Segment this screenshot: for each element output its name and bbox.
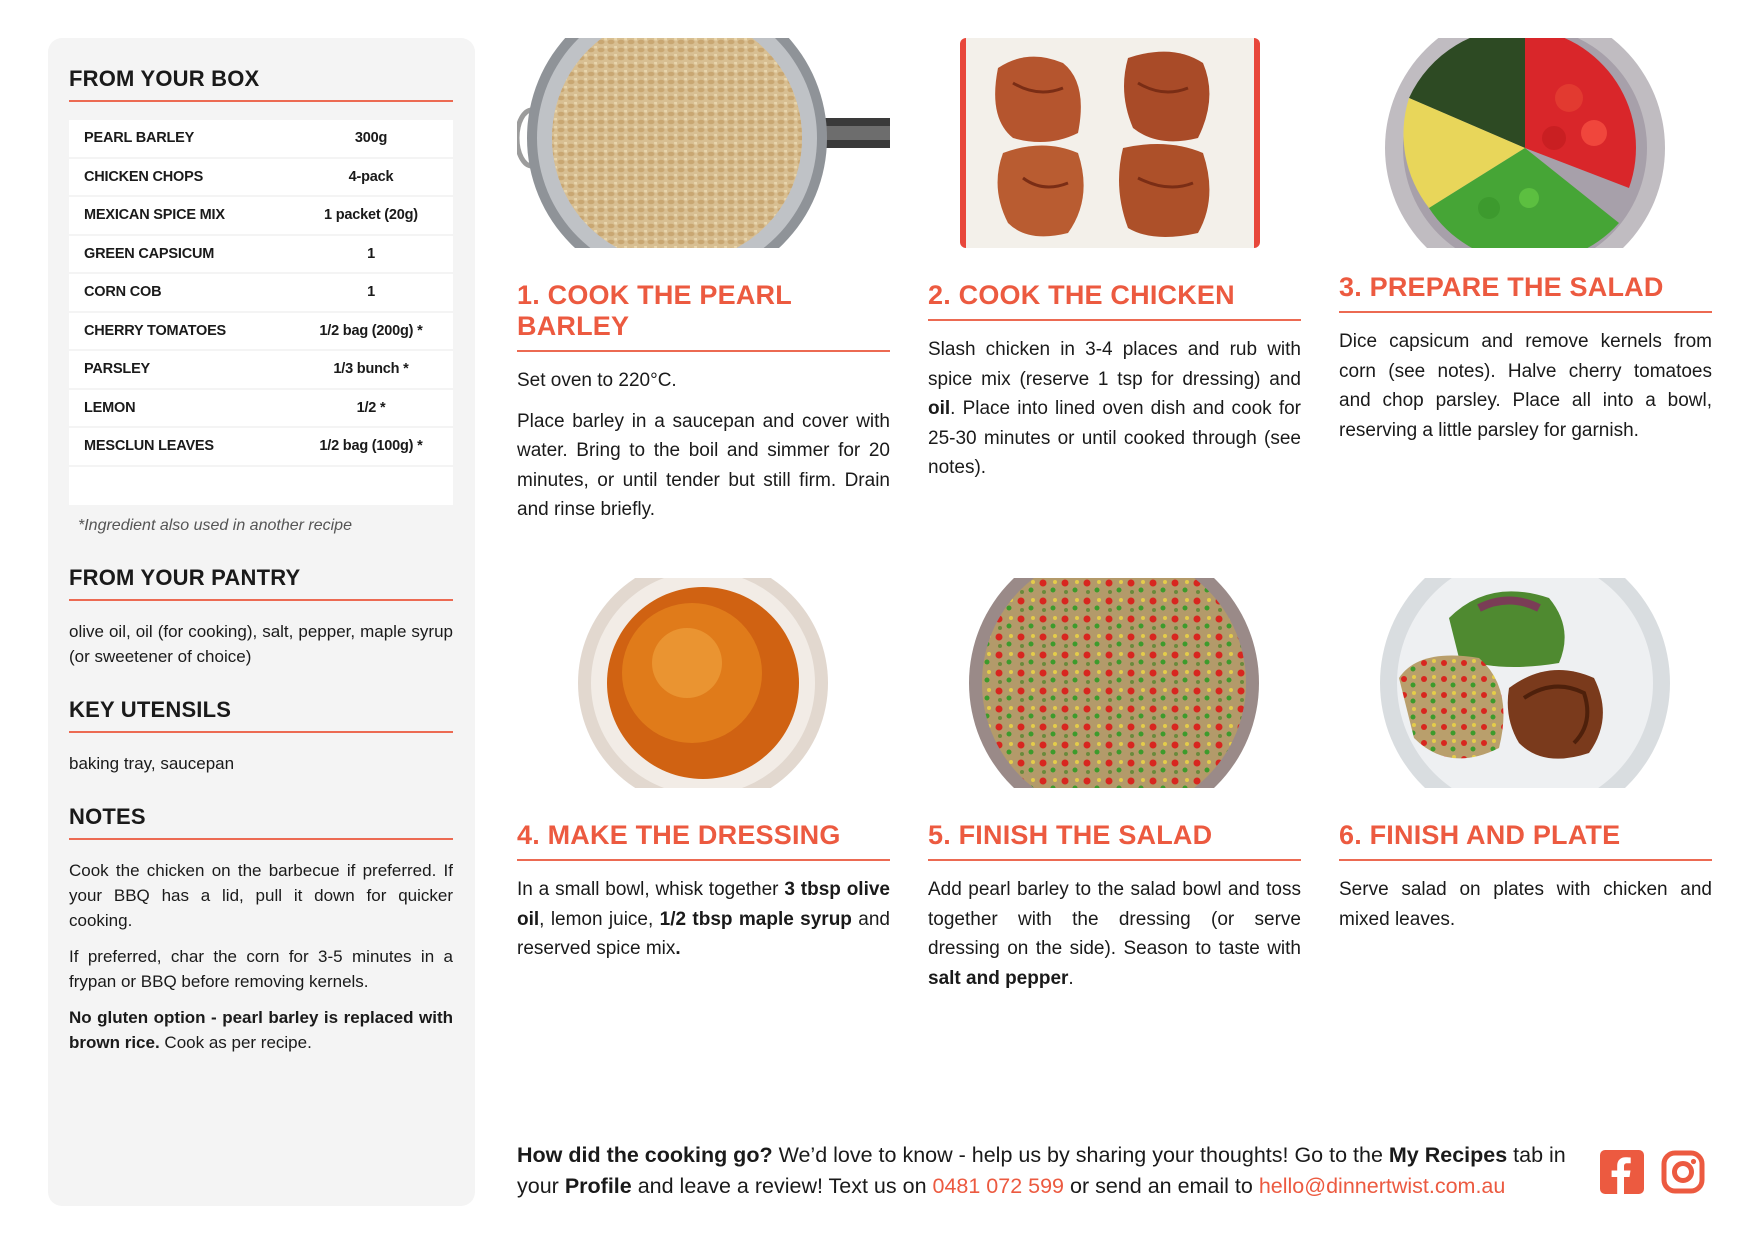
step-3-body xyxy=(1339,327,1712,445)
ingredient-qty: 1 packet (20g) xyxy=(324,207,418,224)
barley-photo xyxy=(517,38,890,248)
ingredient-qty: 300g xyxy=(354,130,388,147)
ingredient-row xyxy=(69,428,453,467)
step-5-body: Add pearl barley to the salad bowl and toss together with the dressing (or serve dressing on the side). Season to taste with salt and pepper. xyxy=(928,879,1301,989)
ingredient-name: MEXICAN SPICE MIX xyxy=(84,207,225,224)
ingredient-row xyxy=(69,313,453,352)
ingredient-name: CHICKEN CHOPS xyxy=(84,168,204,185)
step-4-body: In a small bowl, whisk together 3 tbsp olive oil, lemon juice, 1/2 tbsp maple syrup and reserved spice mix. xyxy=(517,879,891,959)
plated-photo xyxy=(1339,578,1712,788)
ingredient-table xyxy=(69,120,453,505)
notes-section xyxy=(69,804,453,1055)
step-4 xyxy=(517,578,890,975)
step-1-p1: Set oven to 220°C. xyxy=(517,370,677,391)
feedback-footer: How did the cooking go? We’d love to know - help us by sharing your thoughts! Go to the My Recipes tab in your Profile and leave a review! Text us on 0481 072 599 or send an email to hello@dinnertwist.com.au xyxy=(517,1143,1566,1198)
ingredient-row xyxy=(69,159,453,198)
notes-p2: If preferred, char the corn for 3-5 minutes in a frypan or BBQ before removing kernels. xyxy=(69,946,453,991)
barley-salad-image xyxy=(928,578,1301,788)
notes-p3 xyxy=(69,1005,453,1055)
ingredient-name: LEMON xyxy=(84,399,136,416)
ingredient-qty: 1 xyxy=(367,245,375,262)
ingredient-row xyxy=(69,236,453,275)
step-2-title: 2. COOK THE CHICKEN xyxy=(928,280,1301,321)
ingredient-qty: 1/2 bag (100g) * xyxy=(319,438,423,455)
ingredient-row xyxy=(69,120,453,159)
ingredient-qty: 1/2 * xyxy=(356,399,386,416)
notes-heading: NOTES xyxy=(69,804,453,840)
ingredient-row-empty xyxy=(69,467,453,505)
salad-bowl-photo xyxy=(1339,38,1712,248)
plated-dish-image xyxy=(1339,578,1712,788)
chicken-photo xyxy=(928,38,1301,248)
ingredient-name: CORN COB xyxy=(84,284,162,301)
step-1-body xyxy=(517,366,890,525)
step-6-title: 6. FINISH AND PLATE xyxy=(1339,820,1712,861)
ingredient-qty: 1/3 bunch * xyxy=(333,361,409,378)
step-2 xyxy=(928,38,1301,494)
notes-p3-bold: No gluten option - pearl barley is replaced with brown rice. xyxy=(69,1007,453,1052)
ingredient-qty: 1/2 bag (200g) * xyxy=(319,322,423,339)
step-2-body: Slash chicken in 3-4 places and rub with spice mix (reserve 1 tsp for dressing) and oil. Place into lined oven dish and cook for 25-30 minutes or until cooked through (see notes). xyxy=(928,339,1301,478)
ingredient-row xyxy=(69,197,453,236)
ingredient-qty: 1 xyxy=(367,284,375,301)
ingredient-name: GREEN CAPSICUM xyxy=(84,245,215,262)
ingredient-row xyxy=(69,351,453,390)
box-heading: FROM YOUR BOX xyxy=(69,66,453,102)
step-3-title: 3. PREPARE THE SALAD xyxy=(1339,272,1712,313)
pantry-section xyxy=(69,565,453,669)
chicken-tray-image xyxy=(928,38,1301,248)
ingredient-qty: 4-pack xyxy=(348,168,394,185)
dressing-bowl-image xyxy=(517,578,890,788)
pantry-text: olive oil, oil (for cooking), salt, pepper, maple syrup (or sweetener of choice) xyxy=(69,621,453,666)
step-6 xyxy=(1339,578,1712,945)
utensils-text: baking tray, saucepan xyxy=(69,753,235,773)
step-6-p1: Serve salad on plates with chicken and mixed leaves. xyxy=(1339,879,1712,930)
ingredient-name: PARSLEY xyxy=(84,361,151,378)
step-3 xyxy=(1339,38,1712,456)
ingredient-row xyxy=(69,274,453,313)
step-4-title: 4. MAKE THE DRESSING xyxy=(517,820,890,861)
salad-ingredients-image xyxy=(1339,38,1712,248)
step-6-body xyxy=(1339,875,1712,934)
instagram-icon[interactable] xyxy=(1661,1150,1705,1194)
facebook-icon[interactable] xyxy=(1600,1150,1644,1194)
ingredient-name: MESCLUN LEAVES xyxy=(84,438,214,455)
step-1 xyxy=(517,38,890,536)
ingredient-row xyxy=(69,390,453,429)
notes-p1: Cook the chicken on the barbecue if preferred. If your BBQ has a lid, pull it down for quicker cooking. xyxy=(69,860,453,930)
sidebar xyxy=(48,38,475,1206)
notes-p3-rest: Cook as per recipe. xyxy=(159,1032,312,1052)
email-link[interactable]: hello@dinnertwist.com.au xyxy=(1258,1174,1506,1198)
dressing-photo xyxy=(517,578,890,788)
social-links xyxy=(1600,1150,1705,1194)
phone-link[interactable]: 0481 072 599 xyxy=(932,1174,1065,1198)
step-5-title: 5. FINISH THE SALAD xyxy=(928,820,1301,861)
utensils-heading: KEY UTENSILS xyxy=(69,697,453,733)
ingredient-footnote: *Ingredient also used in another recipe xyxy=(78,516,352,534)
step-3-p1: Dice capsicum and remove kernels from corn (see notes). Halve cherry tomatoes and chop parsley. Place all into a bowl, reserving a little parsley for garnish. xyxy=(1339,331,1712,441)
ingredient-name: PEARL BARLEY xyxy=(84,130,195,147)
pantry-heading: FROM YOUR PANTRY xyxy=(69,565,453,601)
barley-strainer-image xyxy=(517,38,890,248)
step-1-title: 1. COOK THE PEARL BARLEY xyxy=(517,280,890,352)
ingredient-name: CHERRY TOMATOES xyxy=(84,322,227,339)
step-5 xyxy=(928,578,1301,1004)
step-1-p2: Place barley in a saucepan and cover with water. Bring to the boil and simmer for 20 minutes, or until tender but still firm. Drain and rinse briefly. xyxy=(517,410,890,520)
utensils-section xyxy=(69,697,453,776)
finished-salad-photo xyxy=(928,578,1301,788)
